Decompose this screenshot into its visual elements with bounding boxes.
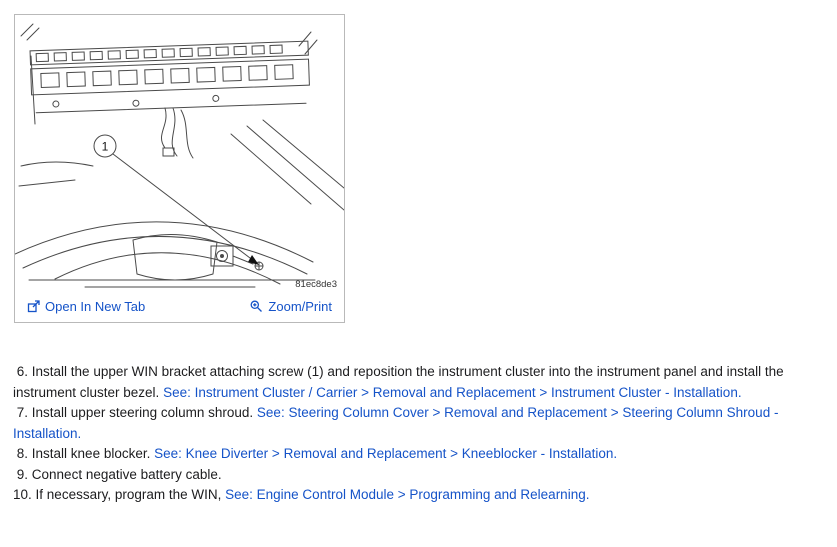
step-number: 7. bbox=[13, 405, 29, 420]
bracket-boss-center bbox=[221, 255, 224, 258]
step-item bbox=[13, 465, 824, 486]
step-link[interactable]: See: Knee Diverter > Removal and Replacement > Kneeblocker - Installation. bbox=[154, 446, 618, 461]
zoom-print-label: Zoom/Print bbox=[268, 298, 332, 314]
step-link[interactable]: See: Steering Column Cover > Removal and Replacement > Steering Column Shroud - Installation. bbox=[13, 405, 779, 441]
steering-wheel-rim bbox=[15, 222, 313, 284]
wiring-harness bbox=[161, 108, 193, 158]
instruction-steps bbox=[0, 362, 837, 506]
zoom-magnifier-icon bbox=[250, 300, 263, 313]
figure-toolbar bbox=[15, 294, 344, 322]
step-item bbox=[13, 485, 824, 506]
step-item bbox=[13, 444, 824, 465]
callout-arrowhead bbox=[248, 255, 259, 265]
lower-panel-lines bbox=[29, 280, 315, 287]
step-text: If necessary, program the WIN, bbox=[35, 487, 222, 502]
step-link[interactable]: See: Engine Control Module > Programming and Relearning. bbox=[225, 487, 590, 502]
zoom-print-link[interactable] bbox=[250, 299, 332, 314]
step-number: 9. bbox=[13, 466, 29, 482]
left-contour-lines bbox=[19, 162, 93, 186]
step-link[interactable]: See: Instrument Cluster / Carrier > Removal and Replacement > Instrument Cluster - Installation. bbox=[163, 384, 742, 400]
callout-label: 1 bbox=[101, 139, 109, 154]
step-text: Install knee blocker. bbox=[31, 446, 151, 461]
cluster-assembly bbox=[30, 41, 310, 113]
step-number: 6. bbox=[13, 364, 29, 379]
figure-diagram bbox=[15, 15, 344, 294]
step-number: 8. bbox=[13, 446, 29, 461]
hatch-marks bbox=[21, 24, 39, 40]
figure-frame bbox=[14, 14, 345, 323]
step-item bbox=[13, 362, 824, 403]
open-in-new-tab-link[interactable] bbox=[27, 299, 145, 314]
open-in-new-icon bbox=[27, 300, 40, 313]
step-item bbox=[13, 403, 824, 444]
step-text: Install upper steering column shroud. bbox=[31, 405, 254, 420]
step-text: Connect negative battery cable. bbox=[31, 466, 222, 482]
wire-connector bbox=[163, 148, 174, 156]
step-number: 10. bbox=[13, 487, 32, 502]
open-in-new-tab-label: Open In New Tab bbox=[45, 298, 146, 314]
step-text: Install the upper WIN bracket attaching screw (1) and reposition the instrument cluster into the instrument panel and install the instrument cluster bezel. bbox=[13, 364, 784, 400]
dash-panel-lines bbox=[231, 120, 344, 210]
figure-code: 81ec8de3 bbox=[295, 279, 337, 290]
